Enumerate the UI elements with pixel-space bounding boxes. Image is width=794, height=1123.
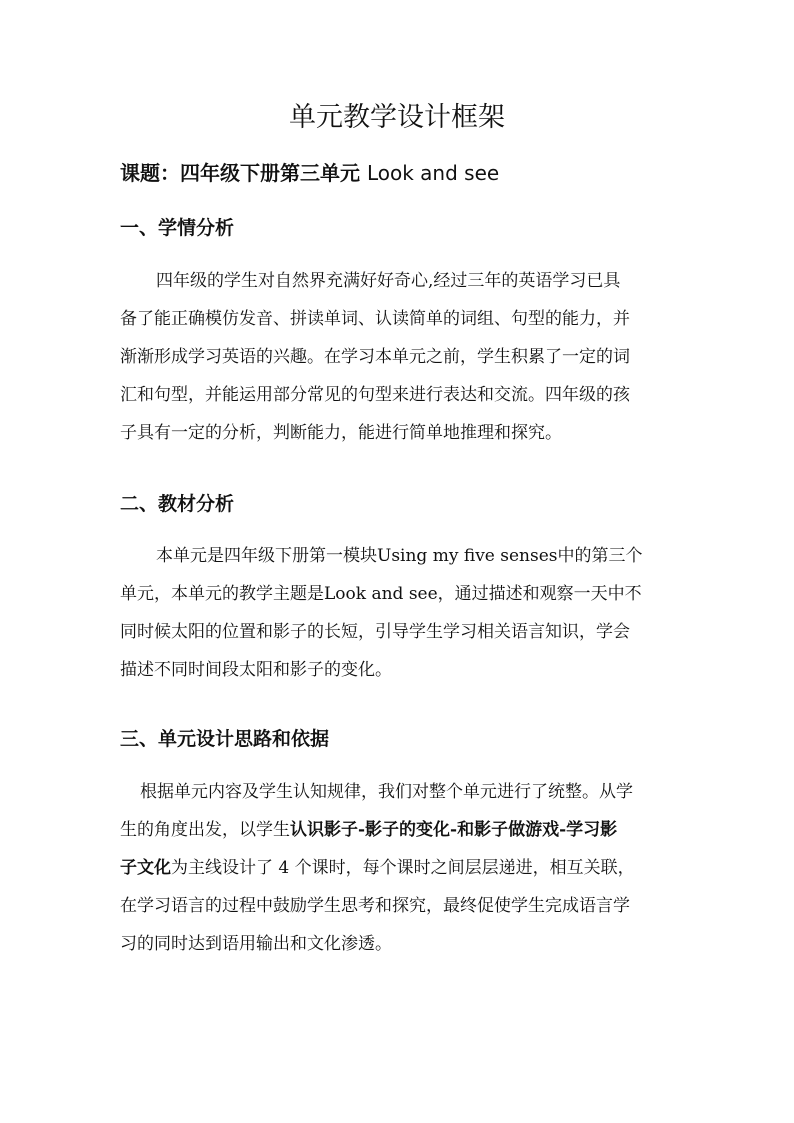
- lesson-subtitle: [120, 157, 499, 189]
- bold-text-run: 认识影子-影子的变化-和影子做游戏-学习影: [290, 820, 618, 840]
- paragraph-line: 习的同时达到语用输出和文化渗透。: [120, 934, 392, 954]
- paragraph-line: 单元，本单元的教学主题是Look and see，通过描述和观察一天中不: [120, 584, 642, 604]
- paragraph-line: 子具有一定的分析，判断能力，能进行简单地推理和探究。: [120, 423, 562, 443]
- paragraph-line: 同时候太阳的位置和影子的长短，引导学生学习相关语言知识，学会: [120, 622, 630, 642]
- paragraph-line: 根据单元内容及学生认知规律，我们对整个单元进行了统整。从学: [140, 782, 633, 802]
- paragraph-line: 渐渐形成学习英语的兴趣。在学习本单元之前，学生积累了一定的词: [120, 347, 630, 367]
- section-paragraph-student-analysis: [120, 262, 680, 452]
- subtitle-topic: Look and see: [366, 161, 500, 185]
- paragraph-line: 本单元是四年级下册第一模块Using my five senses中的第三个: [156, 546, 643, 566]
- text-run: 为主线设计了 4 个课时，每个课时之间层层递进，相互关联，: [171, 858, 635, 878]
- paragraph-line: 四年级的学生对自然界充满好好奇心,经过三年的英语学习已具: [156, 271, 621, 291]
- text-run: 生的角度出发，以学生: [120, 820, 290, 840]
- paragraph-line: 在学习语言的过程中鼓励学生思考和探究，最终促使学生完成语言学: [120, 896, 630, 916]
- section-heading-design-rationale: 三、单元设计思路和依据: [120, 728, 330, 750]
- bold-text-run: 子文化: [120, 858, 171, 878]
- paragraph-line: [120, 849, 680, 887]
- section-heading-student-analysis: 一、学情分析: [120, 217, 235, 239]
- paragraph-line: [120, 811, 680, 849]
- paragraph-line: 汇和句型，并能运用部分常见的句型来进行表达和交流。四年级的孩: [120, 385, 630, 405]
- section-heading-material-analysis: 二、教材分析: [120, 493, 235, 515]
- page-title: 单元教学设计框架: [289, 102, 505, 133]
- section-paragraph-material-analysis: [120, 537, 680, 689]
- paragraph-line: 备了能正确模仿发音、拼读单词、认读简单的词组、句型的能力，并: [120, 309, 630, 329]
- paragraph-line: 描述不同时间段太阳和影子的变化。: [120, 660, 392, 680]
- subtitle-label: 课题：四年级下册第三单元: [120, 161, 360, 185]
- section-paragraph-design-rationale: [120, 773, 680, 963]
